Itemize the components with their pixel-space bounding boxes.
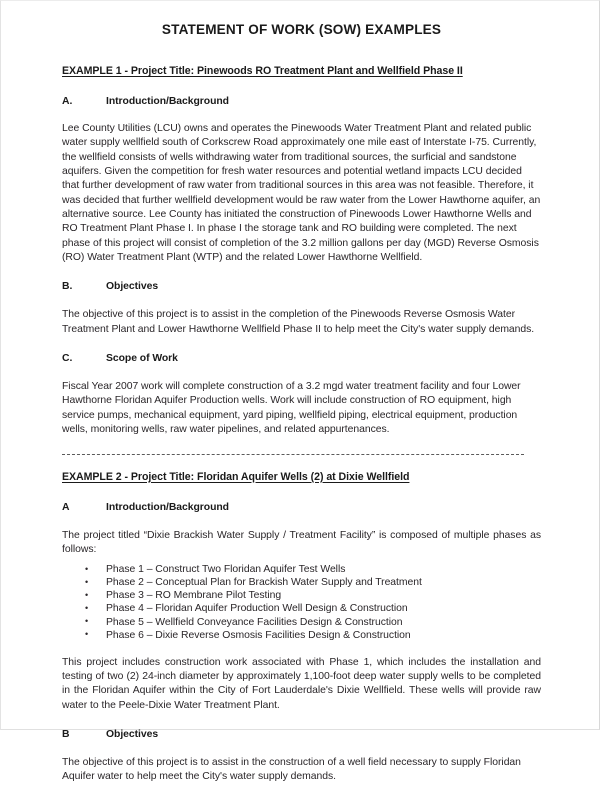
example-1-section-b-heading <box>62 281 541 292</box>
example-2-block <box>62 471 541 785</box>
list-item: • Phase 6 – Dixie Reverse Osmosis Facilities Design & Construction <box>62 629 541 642</box>
list-item: • Phase 5 – Wellfield Conveyance Facilities Design & Construction <box>62 616 541 629</box>
section-title: Introduction/Background <box>106 501 229 513</box>
list-item: • Phase 1 – Construct Two Floridan Aquifer Test Wells <box>62 563 541 576</box>
section-letter: A <box>62 501 70 513</box>
section-letter: B. <box>62 281 73 293</box>
document-content <box>62 1 541 785</box>
section-title: Objectives <box>106 729 159 741</box>
list-item: • Phase 4 – Floridan Aquifer Production Well Design & Construction <box>62 602 541 615</box>
section-title: Objectives <box>106 281 159 293</box>
example-1-block <box>62 65 541 438</box>
phase-list <box>62 563 541 642</box>
section-letter: C. <box>62 353 73 365</box>
example-2-section-b-paragraph: The objective of this project is to assist in the construction of a well field necessary to supply Floridan Aquifer water to help meet the City's water supply demands. <box>62 757 521 783</box>
example-2-section-a-heading <box>62 502 541 513</box>
example-1-section-c-heading <box>62 353 541 364</box>
example-2-section-a-paragraph: The project titled “Dixie Brackish Water Supply / Treatment Facility” is composed of multiple phases as follows: <box>62 529 541 555</box>
section-letter: A. <box>62 96 73 107</box>
section-letter: B <box>62 729 70 741</box>
list-item: • Phase 3 – RO Membrane Pilot Testing <box>62 589 541 602</box>
example-1-heading: EXAMPLE 1 - Project Title: Pinewoods RO Treatment Plant and Wellfield Phase II <box>62 65 463 77</box>
example-1-section-a-paragraph: Lee County Utilities (LCU) owns and operates the Pinewoods Water Treatment Plant and related public water supply wellfield south of Corkscrew Road approximately one mile east of Interstate I-75. Currently, the wellfield consists of wells withdrawing water from traditional sources, the surficial and sandstone aquifers. Given the competition for fresh water resources and potential wetland impacts LCU decided that further development of raw water from traditional sources in this area was not feasible. Therefore, it was decided that further wellfield development would be raw water from the Lower Hawthorne aquifer, an alternative source. Lee County has initiated the construction of Pinewoods Lower Hawthorne Wells and RO Treatment Plant Phase I. In phase I the storage tank and RO building were completed. The next phase of this project will consist of completion of the 3.2 million gallons per day (MGD) Reverse Osmosis (RO) Water Treatment Plant (WTP) and the related Lower Hawthorne Wellfield. <box>62 123 541 264</box>
example-1-section-b-paragraph: The objective of this project is to assist in the completion of the Pinewoods Reverse Osmosis Water Treatment Plant and Lower Hawthorne Wellfield Phase II to help meet the City's water supply demands. <box>62 309 535 335</box>
example-2-heading: EXAMPLE 2 - Project Title: Floridan Aquifer Wells (2) at Dixie Wellfield <box>62 470 410 483</box>
page-title: STATEMENT OF WORK (SOW) EXAMPLES <box>161 22 442 37</box>
example-1-section-a-heading <box>62 96 541 107</box>
list-item: • Phase 2 – Conceptual Plan for Brackish Water Supply and Treatment <box>62 576 541 589</box>
example-1-section-c-paragraph: Fiscal Year 2007 work will complete construction of a 3.2 mgd water treatment facility and four Lower Hawthorne Floridan Aquifer Production wells. Work will include construction of RO equipment, high service pumps, mechanical equipment, yard piping, wellfield piping, electrical equipment, production wells, monitoring wells, raw water pipelines, and related appurtenances. <box>62 381 521 436</box>
example-2-section-b-heading <box>62 729 541 740</box>
section-title: Scope of Work <box>106 353 178 365</box>
example-2-section-a-paragraph-2: This project includes construction work associated with Phase 1, which includes the installation and testing of two (2) 24-inch diameter by approximately 1,100-foot deep water supply wells to be completed in the Floridan Aquifer within the City of Fort Lauderdale's Dixie Wellfield. These wells will provide raw water to the Peele-Dixie Water Treatment Plant. <box>62 656 541 711</box>
section-title: Introduction/Background <box>106 96 229 107</box>
